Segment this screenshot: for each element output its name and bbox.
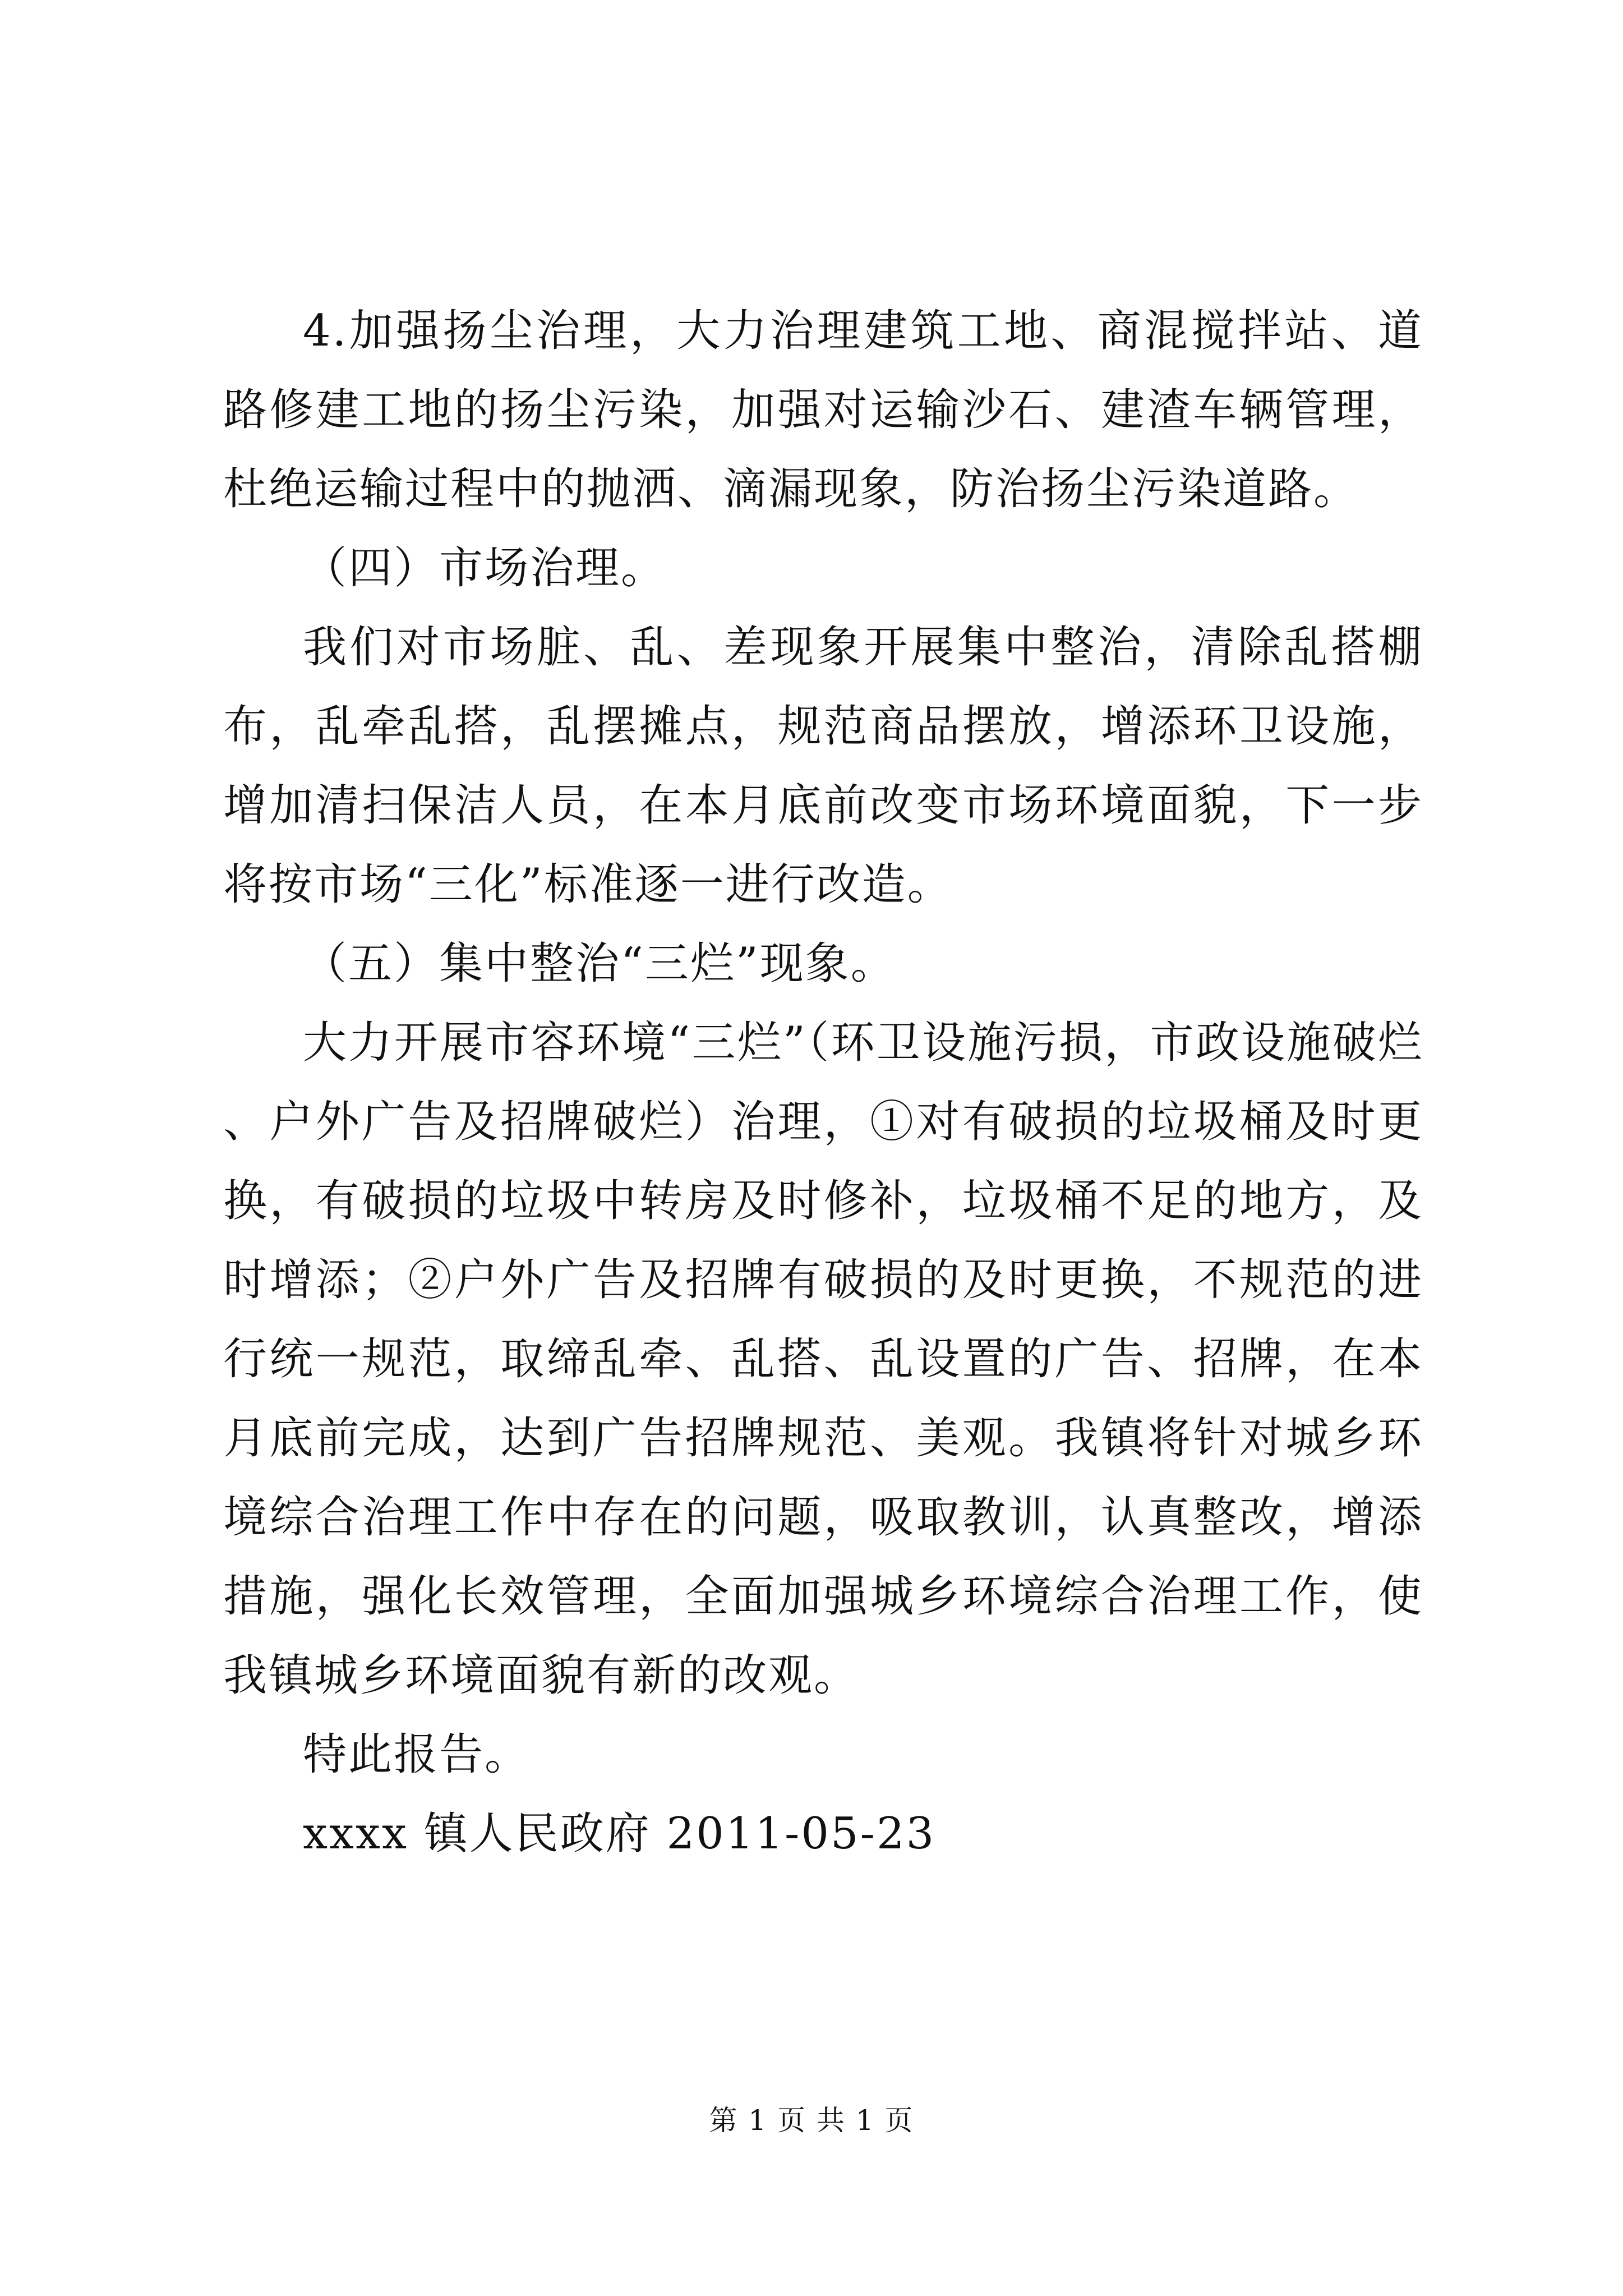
heading-market-governance: （四）市场治理。 — [303, 543, 667, 593]
page-footer: 第 1 页 共 1 页 — [709, 2104, 914, 2137]
signature-line: xxxx 镇人民政府 2011-05-23 — [303, 1809, 936, 1859]
document-body — [223, 292, 1423, 1874]
paragraph-three-ruins: 大力开展市容环境“三烂”（环卫设施污损，市政设施破烂、户外广告及招牌破烂）治理，①对有破损的垃圾桶及时更换，有破损的垃圾中转房及时修补，垃圾桶不足的地方，及时增添；②户外广告及招牌有破损的及时更换，不规范的进行统一规范，取缔乱牵、乱搭、乱设置的广告、招牌，在本月底前完成，达到广告招牌规范、美观。我镇将针对城乡环境综合治理工作中存在的问题，吸取教训，认真整改，增添措施，强化长效管理，全面加强城乡环境综合治理工作，使我镇城乡环境面貌有新的改观。 — [223, 1018, 1423, 1701]
paragraph-market-governance: 我们对市场脏、乱、差现象开展集中整治，清除乱搭棚布，乱牵乱搭，乱摆摊点，规范商品摆放，增添环卫设施，增加清扫保洁人员，在本月底前改变市场环境面貌，下一步将按市场“三化”标准逐一进行改造。 — [223, 622, 1423, 910]
closing-statement: 特此报告。 — [303, 1729, 531, 1780]
heading-three-ruins: （五）集中整治“三烂”现象。 — [303, 938, 896, 989]
paragraph-dust-control: 4.加强扬尘治理，大力治理建筑工地、商混搅拌站、道路修建工地的扬尘污染，加强对运输沙石、建渣车辆管理，杜绝运输过程中的抛洒、滴漏现象，防治扬尘污染道路。 — [223, 306, 1423, 514]
